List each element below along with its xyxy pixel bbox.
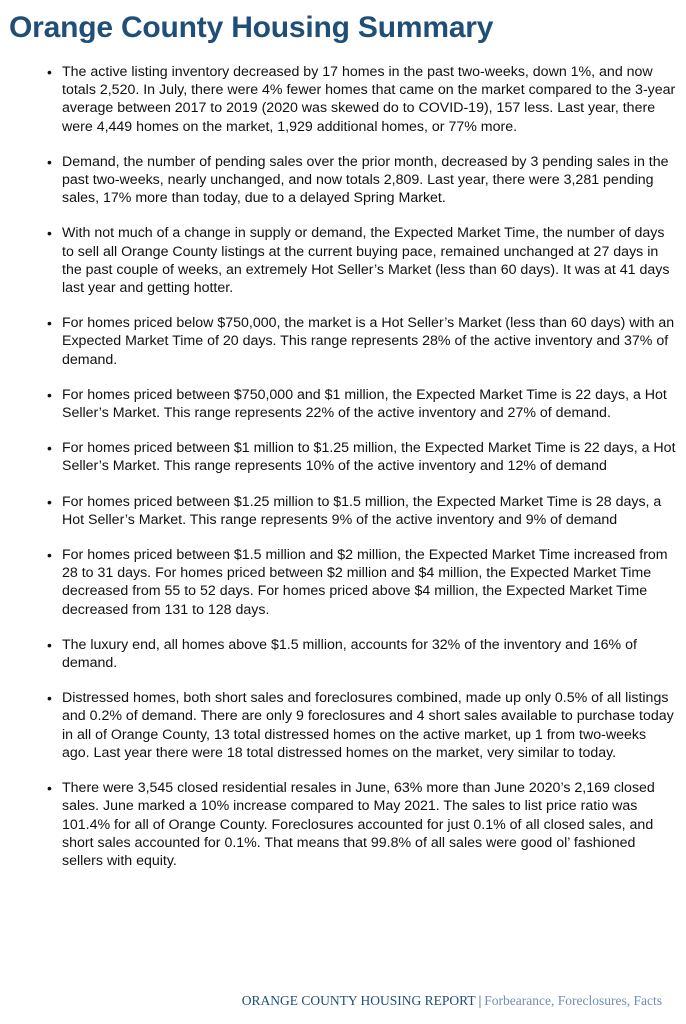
bullet-icon: • (47, 386, 52, 403)
bullet-text: For homes priced between $1.5 million and $2 million, the Expected Market Time increased from 28 to 31 days. For homes priced between $2 million and $4 million, the Expected Market Time decreased from 55 to 52 days. For homes priced above $4 million, the Expected Market Time decreased from 131 to 128 days. (62, 547, 668, 618)
bullet-text: There were 3,545 closed residential resales in June, 63% more than June 2020’s 2,169 closed sales. June marked a 10% increase compared to May 2021. The sales to list price ratio was 101.4% for all of Orange County. Foreclosures accounted for just 0.1% of all closed sales, and short sales accounted for 0.1%. That means that 99.8% of all sales were good ol’ fashioned sellers with equity. (62, 780, 655, 869)
bullet-text: With not much of a change in supply or demand, the Expected Market Time, the number of days to sell all Orange County listings at the current buying pace, remained unchanged at 27 days in the past couple of weeks, an extremely Hot Seller’s Market (less than 60 days). It was at 41 days last year and getting hotter. (62, 225, 670, 297)
bullet-icon: • (47, 493, 52, 510)
bullet-icon: • (47, 315, 52, 332)
bullet-text: Distressed homes, both short sales and foreclosures combined, made up only 0.5% of all listings and 0.2% of demand. There are only 9 foreclosures and 4 short sales available to purchase today in all of Orange County, 13 total distressed homes on the active market, up 1 from two-weeks ago. Last year there were 18 total distressed homes on the market, very similar to today. (62, 690, 674, 761)
bullet-1-5m-and-above (0, 546, 686, 619)
bullet-750k-to-1m (0, 386, 686, 422)
bullet-distressed-homes (0, 689, 686, 762)
bullet-closed-sales (0, 779, 686, 870)
bullet-icon: • (47, 440, 52, 457)
page-title: Orange County Housing Summary (9, 11, 494, 44)
bullet-text: For homes priced between $1 million to $1.25 million, the Expected Market Time is 22 days, a Hot Seller’s Market. This range represents 10% of the active inventory and 12% of demand (62, 440, 676, 475)
bullet-inventory (0, 63, 686, 136)
bullet-icon: • (47, 690, 52, 707)
bullet-text: For homes priced between $750,000 and $1 million, the Expected Market Time is 22 days, a Hot Seller’s Market. This range represents 22% of the active inventory and 27% of demand. (62, 386, 667, 422)
bullet-icon: • (47, 225, 52, 242)
footer-topic: Forbearance, Foreclosures, Facts (484, 993, 662, 1008)
bullet-text: Demand, the number of pending sales over the prior month, decreased by 3 pending sales in the past two-weeks, nearly unchanged, and now totals 2,809. Last year, there were 3,281 pending sales, 17% more than today, due to a delayed Spring Market. (62, 153, 669, 207)
bullet-icon: • (47, 636, 52, 653)
footer-separator: | (478, 993, 482, 1008)
footer-brand: ORANGE COUNTY HOUSING REPORT (241, 993, 476, 1008)
bullet-icon: • (47, 547, 52, 564)
bullet-text: For homes priced below $750,000, the market is a Hot Seller’s Market (less than 60 days) with an Expected Market Time of 20 days. This range represents 28% of the active inventory and 37% of demand. (62, 315, 675, 368)
bullet-icon: • (47, 153, 52, 170)
bullet-demand (0, 153, 686, 208)
bullet-below-750k (0, 314, 686, 369)
bullet-1m-to-1-25m (0, 439, 686, 475)
bullet-text: For homes priced between $1.25 million to $1.5 million, the Expected Market Time is 28 days, a Hot Seller’s Market. This range represents 9% of the active inventory and 9% of demand (62, 493, 662, 528)
page-footer (242, 992, 662, 1010)
bullet-icon: • (47, 64, 52, 80)
summary-bullet-list (0, 63, 686, 887)
bullet-expected-market-time (0, 224, 686, 297)
bullet-luxury-end (0, 636, 686, 672)
bullet-text: The luxury end, all homes above $1.5 million, accounts for 32% of the inventory and 16% of demand. (62, 636, 637, 672)
bullet-icon: • (47, 780, 52, 797)
bullet-text: The active listing inventory decreased by 17 homes in the past two-weeks, down 1%, and now totals 2,520. In July, there were 4% fewer homes that came on the market compared to the 3-year average between 2017 to 2019 (2020 was skewed do to COVID-19), 157 less. Last year, there were 4,449 homes on the market, 1,929 additional homes, or 77% more. (62, 64, 676, 135)
bullet-1-25m-to-1-5m (0, 493, 686, 529)
